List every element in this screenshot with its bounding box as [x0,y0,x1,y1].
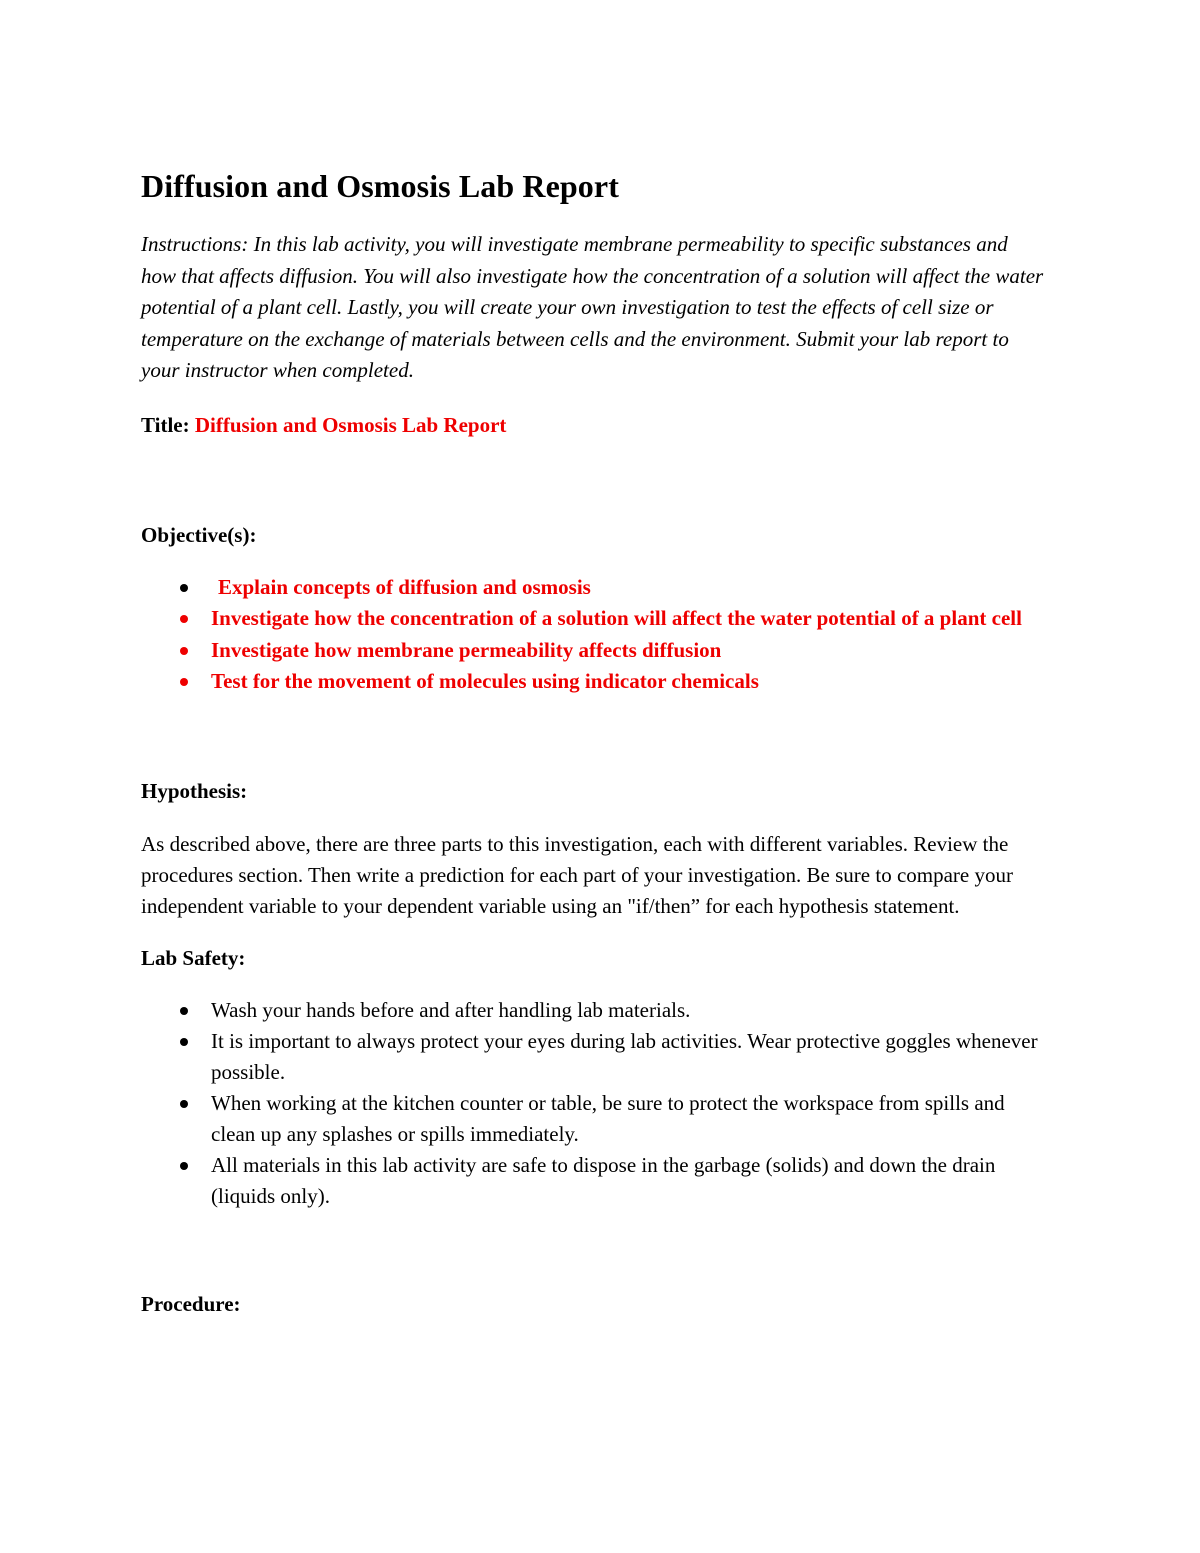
objective-text: Investigate how the concentration of a solution will affect the water potential of a plant cell [211,606,1022,631]
bullet-icon [180,1038,188,1046]
bullet-icon [180,678,188,686]
safety-item [141,1026,1046,1088]
title-value: Diffusion and Osmosis Lab Report [194,412,507,437]
objective-text: Test for the movement of molecules using indicator chemicals [211,669,759,694]
objective-text: Explain concepts of diffusion and osmosis [218,574,591,599]
title-line [141,410,1046,441]
safety-text: It is important to always protect your eyes during lab activities. Wear protective goggles whenever possible. [211,1028,1038,1084]
document-title: Diffusion and Osmosis Lab Report [141,168,619,204]
procedure-heading: Procedure: [141,1291,241,1316]
title-label: Title: [141,412,190,437]
objectives-list [141,572,1046,698]
lab-safety-heading: Lab Safety: [141,945,246,970]
bullet-icon [180,584,188,592]
instructions-paragraph: Instructions: In this lab activity, you will investigate membrane permeability to specific substances and how that affects diffusion. You will also investigate how the concentration of a solution will affect the water potential of a plant cell. Lastly, you will create your own investigation to test the effects of cell size or temperature on the exchange of materials between cells and the environment. Submit your lab report to your instructor when completed. [141,232,1044,383]
objective-item [141,572,1046,603]
hypothesis-heading: Hypothesis: [141,778,248,803]
safety-item [141,1088,1046,1150]
bullet-icon [180,1100,188,1108]
safety-text: All materials in this lab activity are safe to dispose in the garbage (solids) and down the drain (liquids only). [211,1152,996,1208]
safety-item [141,995,1046,1026]
objective-text: Investigate how membrane permeability affects diffusion [211,637,722,662]
objective-item [141,603,1046,634]
safety-item [141,1150,1046,1212]
bullet-icon [180,615,188,623]
objectives-heading: Objective(s): [141,522,257,547]
bullet-icon [180,1162,188,1170]
objective-item [141,666,1046,697]
safety-text: When working at the kitchen counter or table, be sure to protect the workspace from spills and clean up any splashes or spills immediately. [211,1090,1005,1146]
document-page [141,164,1046,1320]
bullet-icon [180,647,188,655]
objective-item [141,635,1046,666]
bullet-icon [180,1007,188,1015]
hypothesis-paragraph: As described above, there are three parts to this investigation, each with different variables. Review the procedures section. Then write a prediction for each part of your investigation. Be sure to compare your independent variable to your dependent variable using an "if/then” for each hypothesis statement. [141,831,1013,918]
safety-text: Wash your hands before and after handling lab materials. [211,997,691,1022]
lab-safety-list [141,995,1046,1212]
